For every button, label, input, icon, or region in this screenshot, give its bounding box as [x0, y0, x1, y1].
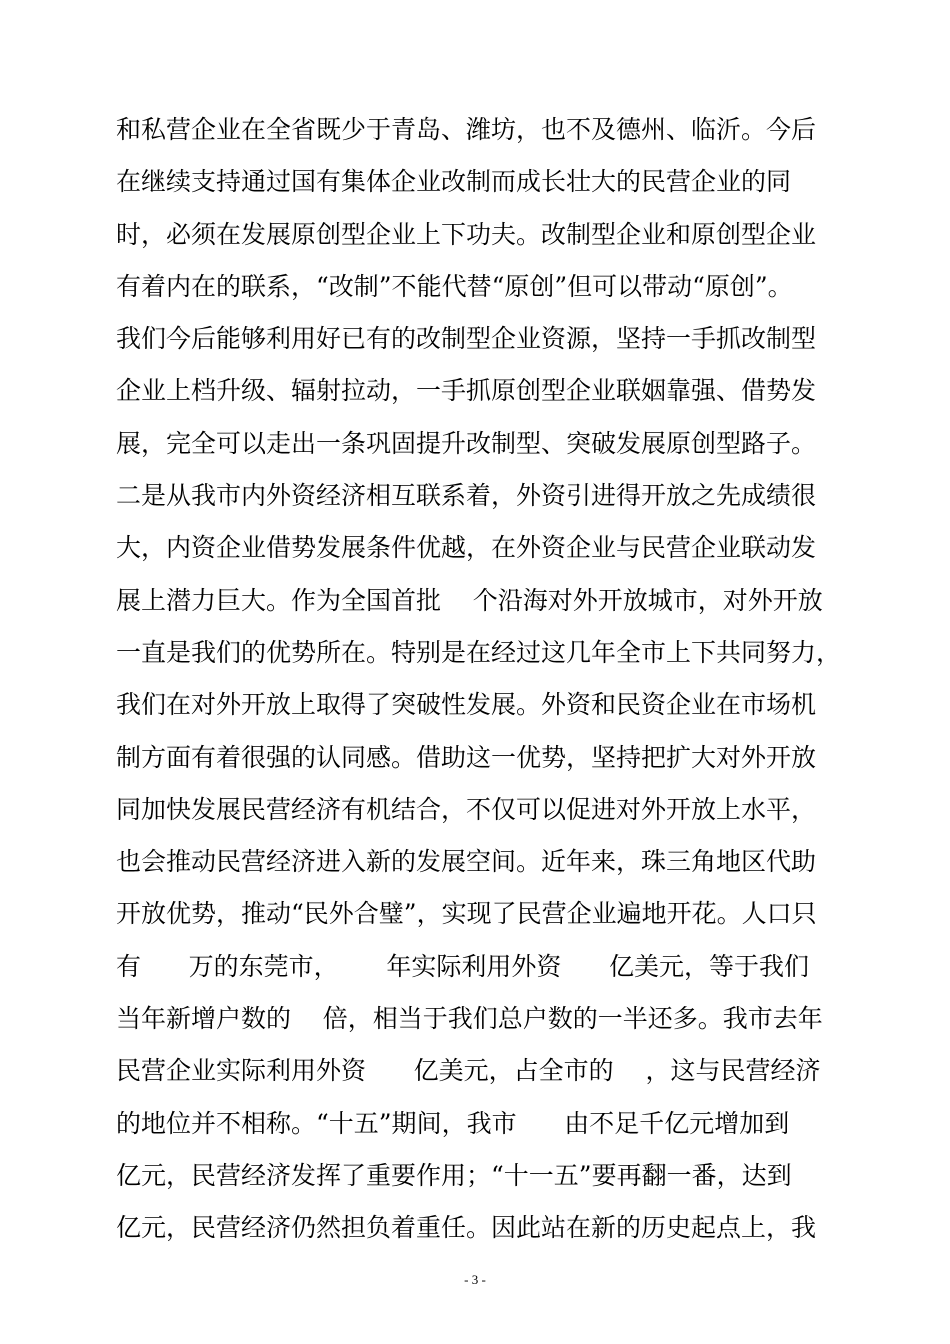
text-line: 展，完全可以走出一条巩固提升改制型、突破发展原创型路子。 — [116, 428, 817, 458]
text-line: 我们今后能够利用好已有的改制型企业资源，坚持一手抓改制型 — [116, 324, 817, 354]
text-line: 一直是我们的优势所在。特别是在经过这几年全市上下共同努力， — [116, 637, 841, 667]
text-line: 企业上档升级、辐射拉动，一手抓原创型企业联姻靠强、借势发 — [116, 376, 817, 406]
text-line: 当年新增户数的 倍，相当于我们总户数的一半还多。我市去年 — [116, 1004, 823, 1034]
text-line: 时，必须在发展原创型企业上下功夫。改制型企业和原创型企业 — [116, 219, 817, 249]
text-line: 有 万的东莞市， 年实际利用外资 亿美元，等于我们 — [116, 951, 810, 981]
text-line: 制方面有着很强的认同感。借助这一优势，坚持把扩大对外开放 — [116, 742, 817, 772]
text-line: 开放优势，推动“民外合璧”，实现了民营企业遍地开花。人口只 — [116, 899, 817, 929]
text-line: 二是从我市内外资经济相互联系着，外资引进得开放之先成绩很 — [116, 481, 817, 511]
text-line: 也会推动民营经济进入新的发展空间。近年来，珠三角地区代助 — [116, 847, 817, 877]
text-line: 和私营企业在全省既少于青岛、潍坊，也不及德州、临沂。今后 — [116, 115, 817, 144]
text-line: 同加快发展民营经济有机结合，不仅可以促进对外开放上水平， — [116, 794, 817, 824]
text-line: 有着内在的联系，“改制”不能代替“原创”但可以带动“原创”。 — [116, 271, 793, 301]
text-line: 大，内资企业借势发展条件优越，在外资企业与民营企业联动发 — [116, 533, 817, 563]
text-line: 民营企业实际利用外资 亿美元，占全市的 ，这与民营经济 — [116, 1056, 821, 1086]
text-line: 的地位并不相称。“十五”期间，我市 由不足千亿元增加到 — [116, 1108, 790, 1138]
text-line: 在继续支持通过国有集体企业改制而成长壮大的民营企业的同 — [116, 167, 792, 197]
text-line: 亿元，民营经济仍然担负着重任。因此站在新的历史起点上，我 — [116, 1213, 817, 1243]
body-text — [116, 104, 841, 1255]
text-line: 亿元，民营经济发挥了重要作用；“十一五”要再翻一番，达到 — [116, 1160, 792, 1190]
page-number: - 3 - — [464, 1272, 486, 1287]
text-line: 展上潜力巨大。作为全国首批 个沿海对外开放城市，对外开放 — [116, 585, 823, 615]
text-line: 我们在对外开放上取得了突破性发展。外资和民资企业在市场机 — [116, 690, 817, 720]
